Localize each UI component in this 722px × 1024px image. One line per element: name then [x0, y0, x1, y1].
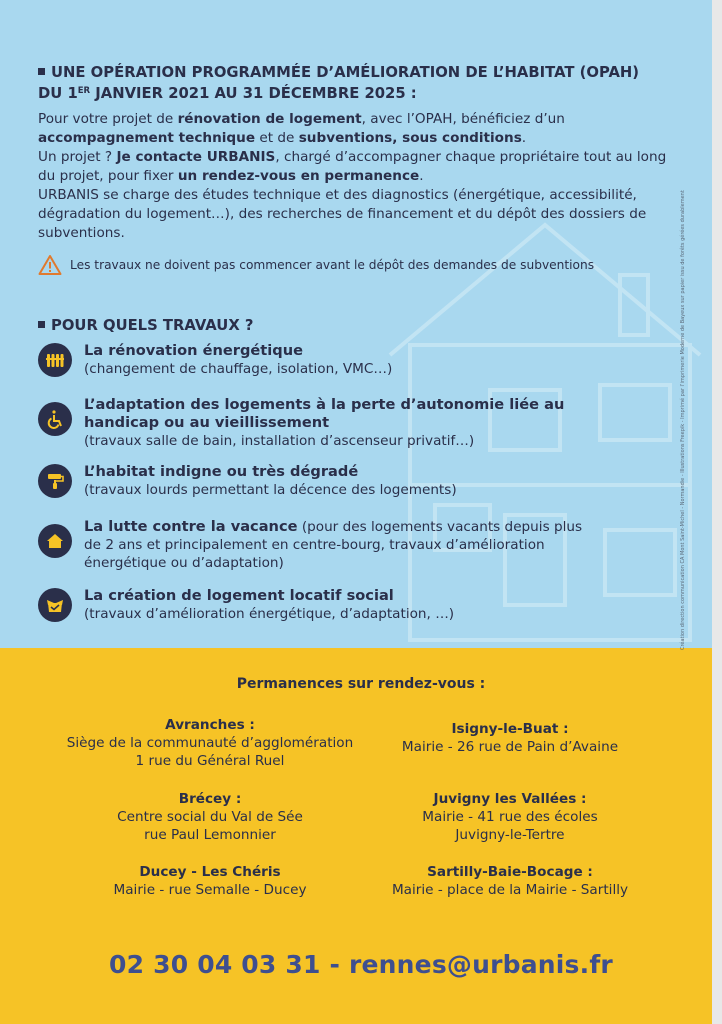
- place-address: Mairie - 41 rue des écoles: [422, 809, 598, 825]
- item-title: L’adaptation des logements à la perte d’autonomie liée au handicap ou au vieillissement: [84, 396, 565, 431]
- radiator-icon: [38, 343, 72, 377]
- permanence-avranches: [60, 716, 360, 770]
- square-bullet-icon: [38, 68, 45, 75]
- title-superscript: ER: [77, 86, 91, 96]
- item-detail: (travaux d’amélioration énergétique, d’adaptation, …): [84, 606, 455, 622]
- place-name: Avranches :: [165, 717, 255, 733]
- list-item-renovation: [38, 342, 598, 378]
- permanence-brecey: [60, 790, 360, 844]
- paint-roller-icon: [38, 464, 72, 498]
- place-name: Sartilly-Baie-Bocage :: [427, 864, 593, 880]
- wheelchair-icon: [38, 402, 72, 436]
- warning-icon: [38, 254, 62, 276]
- item-title: La lutte contre la vacance: [84, 518, 298, 535]
- item-detail: (changement de chauffage, isolation, VMC…): [84, 361, 393, 377]
- place-address: 1 rue du Général Ruel: [135, 753, 285, 769]
- permanence-juvigny: [360, 790, 660, 844]
- warning-notice: [38, 254, 678, 276]
- permanences-title: Permanences sur rendez-vous :: [236, 676, 486, 692]
- item-title: La création de logement locatif social: [84, 587, 394, 604]
- list-item-logement-social: [38, 587, 598, 623]
- contact-line[interactable]: 02 30 04 03 31 - rennes@urbanis.fr: [109, 950, 613, 979]
- list-item-vacance: [38, 518, 598, 572]
- intro-text: [38, 110, 678, 243]
- section-title-opah: [38, 63, 678, 103]
- title-line-1: UNE OPÉRATION PROGRAMMÉE D’AMÉLIORATION DE L’HABITAT (OPAH): [51, 64, 640, 81]
- credit-text: Création direction communication CA Mont Saint-Michel - Normandie - Illustrations Freepik - Imprimé par l’imprimerie Moderne de Bayeux sur papier issu de forêts gérées durablement: [680, 190, 686, 650]
- house-icon: [38, 524, 72, 558]
- item-detail: (travaux lourds permettant la décence des logements): [84, 482, 457, 498]
- place-name: Ducey - Les Chéris: [139, 864, 281, 880]
- permanence-isigny: [360, 720, 660, 756]
- place-address: Juvigny-le-Tertre: [455, 827, 565, 843]
- permanence-ducey: [60, 863, 360, 899]
- place-address: Mairie - 26 rue de Pain d’Avaine: [401, 739, 619, 755]
- place-address: Siège de la communauté d’agglomération: [66, 735, 354, 751]
- place-address: Centre social du Val de Sée: [117, 809, 303, 825]
- place-name: Isigny-le-Buat :: [451, 721, 569, 737]
- item-title: La rénovation énergétique: [84, 342, 304, 359]
- intro-paragraph-2: Un projet ? Je contacte URBANIS, chargé d’accompagner chaque propriétaire tout au long du projet, pour fixer un rendez-vous en permanence.: [38, 149, 667, 184]
- title-line-2-end: JANVIER 2021 AU 31 DÉCEMBRE 2025 :: [90, 85, 417, 102]
- warning-text: Les travaux ne doivent pas commencer avant le dépôt des demandes de subventions: [70, 258, 595, 272]
- item-title: L’habitat indigne ou très dégradé: [84, 463, 359, 480]
- print-credit: [680, 130, 692, 650]
- item-detail: (pour des logements vacants depuis plus de 2 ans et principalement en centre-bourg, travaux d’amélioration énergétique ou d’adaptation): [84, 519, 583, 571]
- list-item-adaptation: [38, 396, 598, 450]
- open-box-icon: [38, 588, 72, 622]
- place-address: Mairie - place de la Mairie - Sartilly: [391, 882, 629, 898]
- place-address: Mairie - rue Semalle - Ducey: [113, 882, 307, 898]
- list-item-habitat-indigne: [38, 463, 598, 499]
- place-address: rue Paul Lemonnier: [144, 827, 276, 843]
- page-edge: [712, 0, 722, 1024]
- intro-paragraph-3: URBANIS se charge des études technique et des diagnostics (énergétique, accessibilité, dégradation du logement…), des recherches de financement et du dépôt des dossiers de subventions.: [38, 187, 647, 241]
- place-name: Juvigny les Vallées :: [433, 791, 587, 807]
- place-name: Brécey :: [178, 791, 242, 807]
- item-detail: (travaux salle de bain, installation d’ascenseur privatif…): [84, 433, 475, 449]
- section-title-travaux: POUR QUELS TRAVAUX ?: [38, 316, 253, 335]
- intro-paragraph-1: Pour votre projet de rénovation de logement, avec l’OPAH, bénéficiez d’un accompagnement technique et de subventions, sous conditions.: [38, 111, 565, 146]
- title-line-2-start: DU 1: [38, 85, 78, 102]
- permanence-sartilly: [360, 863, 660, 899]
- square-bullet-icon: [38, 321, 45, 328]
